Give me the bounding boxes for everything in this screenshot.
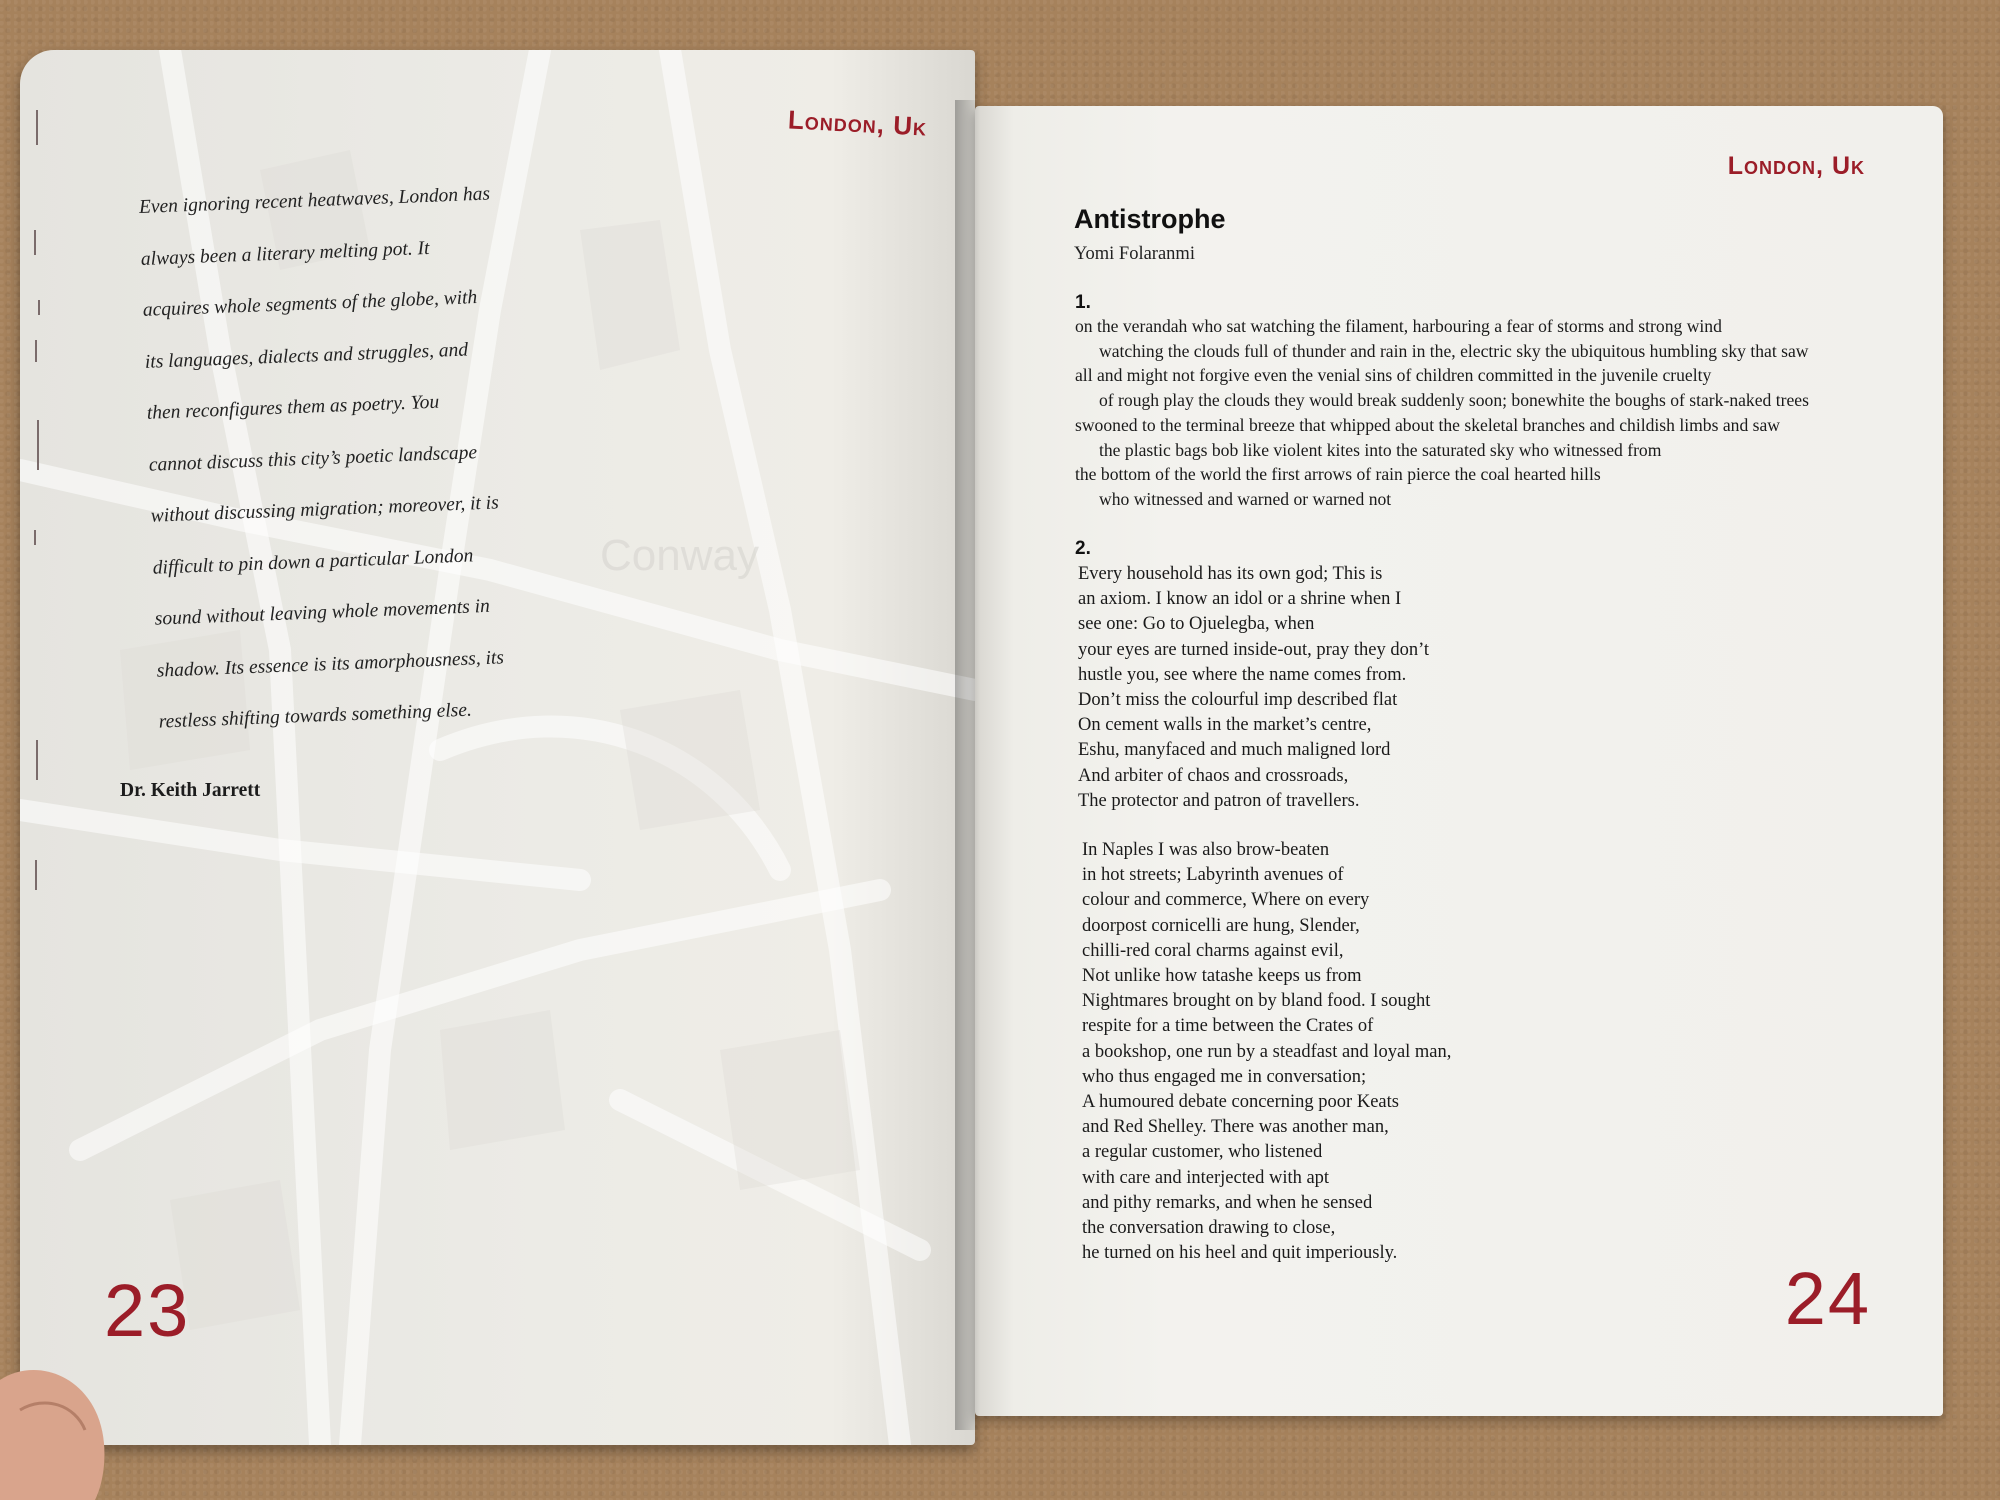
right-page bbox=[975, 106, 1943, 1416]
poem-line: Every household has its own god; This is bbox=[1078, 564, 1383, 584]
poem-line: a regular customer, who listened bbox=[1082, 1142, 1323, 1163]
poem-line: respite for a time between the Crates of bbox=[1082, 1016, 1374, 1037]
intro-line: then reconfigures them as poetry. You bbox=[146, 391, 440, 424]
page-edge-marks bbox=[30, 90, 44, 990]
intro-line: difficult to pin down a particular London bbox=[152, 544, 474, 579]
left-page bbox=[20, 50, 975, 1445]
poem-section-1 bbox=[1075, 314, 1925, 512]
poem-stanza bbox=[1082, 838, 1602, 1266]
poem-line: The protector and patron of travellers. bbox=[1078, 790, 1360, 811]
poem-line: And arbiter of chaos and crossroads, bbox=[1078, 765, 1349, 786]
intro-line: without discussing migration; moreover, it is bbox=[150, 492, 500, 527]
page-header: London, Uk bbox=[787, 104, 928, 142]
poem-line: chilli-red coral charms against evil, bbox=[1082, 940, 1344, 961]
section-number: 2. bbox=[1075, 538, 1091, 559]
poem-line: colour and commerce, Where on every bbox=[1082, 890, 1370, 911]
intro-line: shadow. Its essence is its amorphousness, its bbox=[156, 646, 505, 682]
intro-text bbox=[138, 166, 579, 748]
poem-line: all and might not forgive even the venial sins of children committed in the juvenile cruelty bbox=[1075, 365, 1712, 386]
page-number: 24 bbox=[1784, 1257, 1871, 1340]
poem-line: with care and interjected with apt bbox=[1082, 1167, 1330, 1188]
poem-line: in hot streets; Labyrinth avenues of bbox=[1082, 865, 1344, 886]
poem-title: Antistrophe bbox=[1074, 204, 1226, 234]
poem-line: who thus engaged me in conversation; bbox=[1082, 1066, 1367, 1087]
poem-line: the plastic bags bob like violent kites into the saturated sky who witnessed from bbox=[1099, 439, 1662, 460]
page-header: London, Uk bbox=[1727, 152, 1865, 180]
poem-line: a bookshop, one run by a steadfast and loyal man, bbox=[1082, 1041, 1452, 1062]
poem-line: the bottom of the world the first arrows of rain pierce the coal hearted hills bbox=[1075, 464, 1601, 485]
intro-line: cannot discuss this city’s poetic landscape bbox=[148, 441, 478, 476]
intro-line: always been a literary melting pot. It bbox=[140, 237, 430, 270]
intro-author: Dr. Keith Jarrett bbox=[120, 780, 261, 801]
poem-line: hustle you, see where the name comes from. bbox=[1078, 664, 1407, 685]
poem-line: watching the clouds full of thunder and rain in the, electric sky the ubiquitous humbling sky that saw bbox=[1099, 340, 1809, 361]
poem-line: Don’t miss the colourful imp described flat bbox=[1078, 690, 1398, 711]
intro-line: acquires whole segments of the globe, with bbox=[142, 287, 478, 321]
poem-line: see one: Go to Ojuelegba, when bbox=[1078, 614, 1315, 635]
intro-line: sound without leaving whole movements in bbox=[154, 595, 491, 630]
poem-line: A humoured debate concerning poor Keats bbox=[1082, 1092, 1399, 1113]
poem-line: and Red Shelley. There was another man, bbox=[1082, 1117, 1389, 1138]
poem-stanza bbox=[1078, 562, 1598, 814]
poem-line: and pithy remarks, and when he sensed bbox=[1082, 1192, 1373, 1213]
poem-line: your eyes are turned inside-out, pray they don’t bbox=[1078, 639, 1430, 660]
poem-line: who witnessed and warned or warned not bbox=[1099, 488, 1392, 509]
book-spine-shadow bbox=[955, 100, 991, 1430]
intro-line: Even ignoring recent heatwaves, London has bbox=[138, 183, 491, 218]
poem-line: On cement walls in the market’s centre, bbox=[1078, 715, 1372, 736]
poem-line: of rough play the clouds they would break suddenly soon; bonewhite the boughs of stark-naked trees bbox=[1099, 390, 1809, 411]
poem-line: swooned to the terminal breeze that whipped about the skeletal branches and childish limbs and saw bbox=[1075, 414, 1781, 435]
poem-author: Yomi Folaranmi bbox=[1074, 244, 1195, 264]
poem-line: In Naples I was also brow-beaten bbox=[1082, 840, 1330, 860]
section-number: 1. bbox=[1075, 292, 1091, 313]
poem-line: he turned on his heel and quit imperiously. bbox=[1082, 1243, 1398, 1264]
poem-line: Not unlike how tatashe keeps us from bbox=[1082, 966, 1362, 987]
intro-line: its languages, dialects and struggles, and bbox=[144, 338, 469, 373]
poem-line: Eshu, manyfaced and much maligned lord bbox=[1078, 740, 1391, 761]
page-number: 23 bbox=[104, 1269, 191, 1352]
poem-line: an axiom. I know an idol or a shrine when I bbox=[1078, 589, 1402, 610]
thumb bbox=[0, 1350, 125, 1500]
poem-line: the conversation drawing to close, bbox=[1082, 1218, 1336, 1239]
poem-line: doorpost cornicelli are hung, Slender, bbox=[1082, 915, 1360, 936]
poem-line: on the verandah who sat watching the filament, harbouring a fear of storms and strong wind bbox=[1075, 316, 1722, 336]
intro-line: restless shifting towards something else. bbox=[158, 699, 473, 733]
poem-line: Nightmares brought on by bland food. I sought bbox=[1082, 991, 1431, 1012]
svg-text:Conway: Conway bbox=[600, 531, 759, 580]
